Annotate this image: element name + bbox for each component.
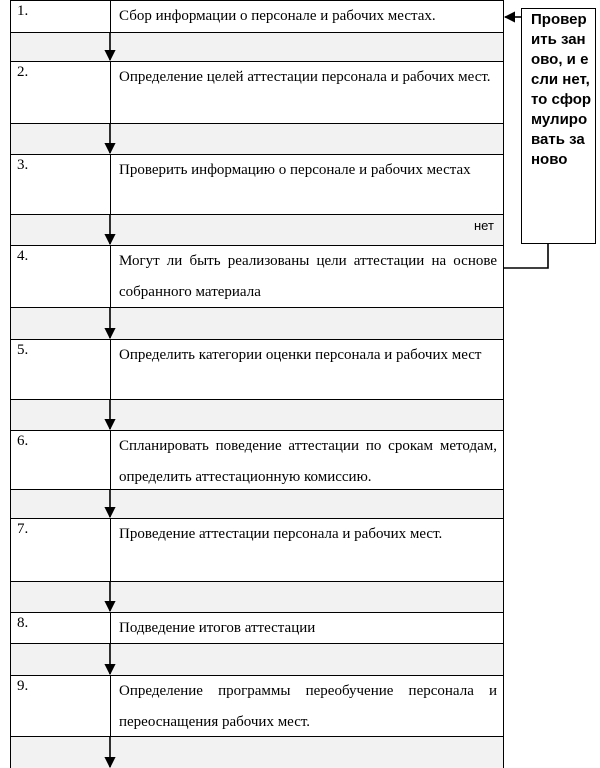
step-text: Могут ли быть реализованы цели аттестации на основе собранного материала [119,253,497,300]
step-number: 5. [11,340,111,399]
step-text: Сбор информации о персонале и рабочих местах. [119,8,436,24]
step-8 [10,612,504,644]
step-number: 8. [11,613,111,643]
step-number: 6. [11,431,111,489]
step-3 [10,154,504,215]
step-number: 7. [11,519,111,581]
step-text: Подведение итогов аттестации [119,620,316,636]
step-1 [10,0,504,33]
step-9 [10,675,504,737]
step-2 [10,61,504,124]
step-text: Проведение аттестации персонала и рабочих мест. [119,526,443,542]
step-number: 9. [11,676,111,736]
side-note: Проверить заново, и если нет, то сформулировать заново [521,8,596,244]
step-4 [10,245,504,308]
step-number: 4. [11,246,111,307]
step-text: Определение программы переобучение персонала и переоснащения рабочих мест. [119,683,497,730]
step-7 [10,518,504,582]
step-number: 3. [11,155,111,214]
step-text: Проверить информацию о персонале и рабочих местах [119,162,471,178]
step-number: 1. [11,1,111,32]
step-text: Определить категории оценки персонала и рабочих мест [119,347,482,363]
step-6 [10,430,504,490]
loop-connector [504,244,548,268]
step-5 [10,339,504,400]
step-text: Спланировать поведение аттестации по срокам методам, определить аттестационную комиссию. [119,438,497,485]
no-label: нет [474,218,494,233]
step-text: Определение целей аттестации персонала и рабочих мест. [119,69,491,85]
step-number: 2. [11,62,111,123]
